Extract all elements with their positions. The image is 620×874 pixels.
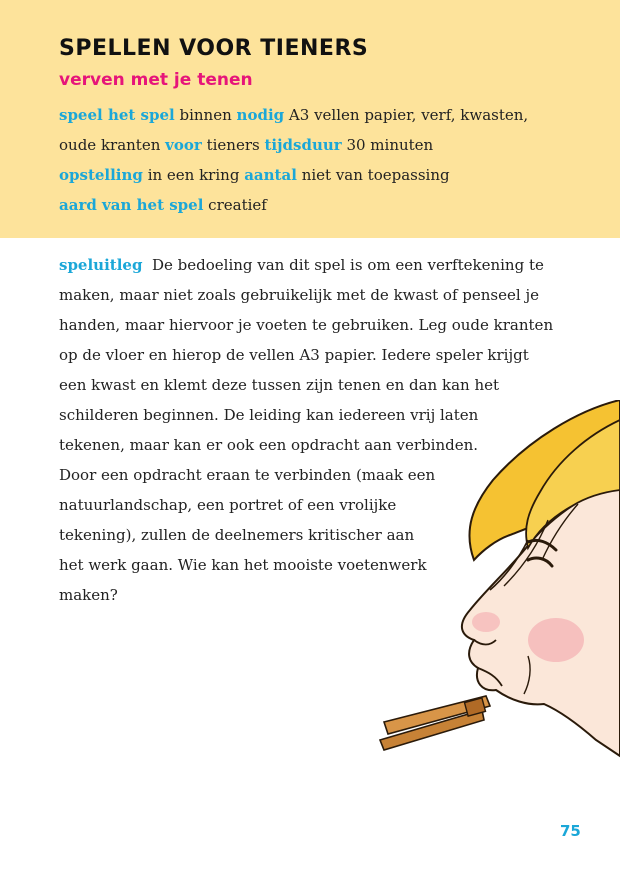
label-tijdsduur: tijdsduur <box>264 136 342 154</box>
description-line: natuurlandschap, een portret of een vrolijke <box>59 496 397 514</box>
game-meta <box>59 100 579 220</box>
value-kring: in een kring <box>147 166 240 184</box>
label-opstelling: opstelling <box>59 166 143 184</box>
label-speluitleg: speluitleg <box>59 256 143 274</box>
description-line <box>59 250 569 280</box>
value-materials: A3 vellen papier, verf, kwasten, <box>288 106 529 124</box>
meta-line-2 <box>59 130 579 160</box>
kid-with-brush-illustration <box>378 400 620 760</box>
description-line: maken? <box>59 586 118 604</box>
value-duration: 30 minuten <box>346 136 434 154</box>
description-line: een kwast en klemt deze tussen zijn tenen en dan kan het <box>59 376 500 394</box>
nose-blush <box>472 612 500 632</box>
cheek-blush <box>528 618 584 662</box>
description-line: Door een opdracht eraan te verbinden (maak een <box>59 466 436 484</box>
value-creatief: creatief <box>208 196 267 214</box>
label-aard-van-het-spel: aard van het spel <box>59 196 204 214</box>
value-materials-cont: oude kranten <box>59 136 161 154</box>
description-line: het werk gaan. Wie kan het mooiste voetenwerk <box>59 556 427 574</box>
meta-line-1 <box>59 100 579 130</box>
description-line: tekenen, maar kan er ook een opdracht aan verbinden. <box>59 436 479 454</box>
description-line: schilderen beginnen. De leiding kan iedereen vrij laten <box>59 406 479 424</box>
value-aantal: niet van toepassing <box>301 166 450 184</box>
label-aantal: aantal <box>244 166 297 184</box>
label-voor: voor <box>165 136 202 154</box>
description-text: De bedoeling van dit spel is om een verftekening te <box>151 256 544 274</box>
header-panel <box>0 0 620 238</box>
page-number: 75 <box>560 822 581 840</box>
value-binnen: binnen <box>179 106 232 124</box>
description-line: op de vloer en hierop de vellen A3 papier. Iedere speler krijgt <box>59 346 529 364</box>
value-tieners: tieners <box>206 136 260 154</box>
label-nodig: nodig <box>236 106 285 124</box>
meta-line-3 <box>59 160 579 190</box>
description-line: maken, maar niet zoals gebruikelijk met de kwast of penseel je <box>59 286 539 304</box>
game-subtitle: verven met je tenen <box>59 70 253 90</box>
page-title: SPELLEN VOOR TIENERS <box>59 36 369 61</box>
meta-line-4 <box>59 190 579 220</box>
description-line: tekening), zullen de deelnemers kritischer aan <box>59 526 415 544</box>
label-speel-het-spel: speel het spel <box>59 106 175 124</box>
description-line: handen, maar hiervoor je voeten te gebruiken. Leg oude kranten <box>59 316 554 334</box>
